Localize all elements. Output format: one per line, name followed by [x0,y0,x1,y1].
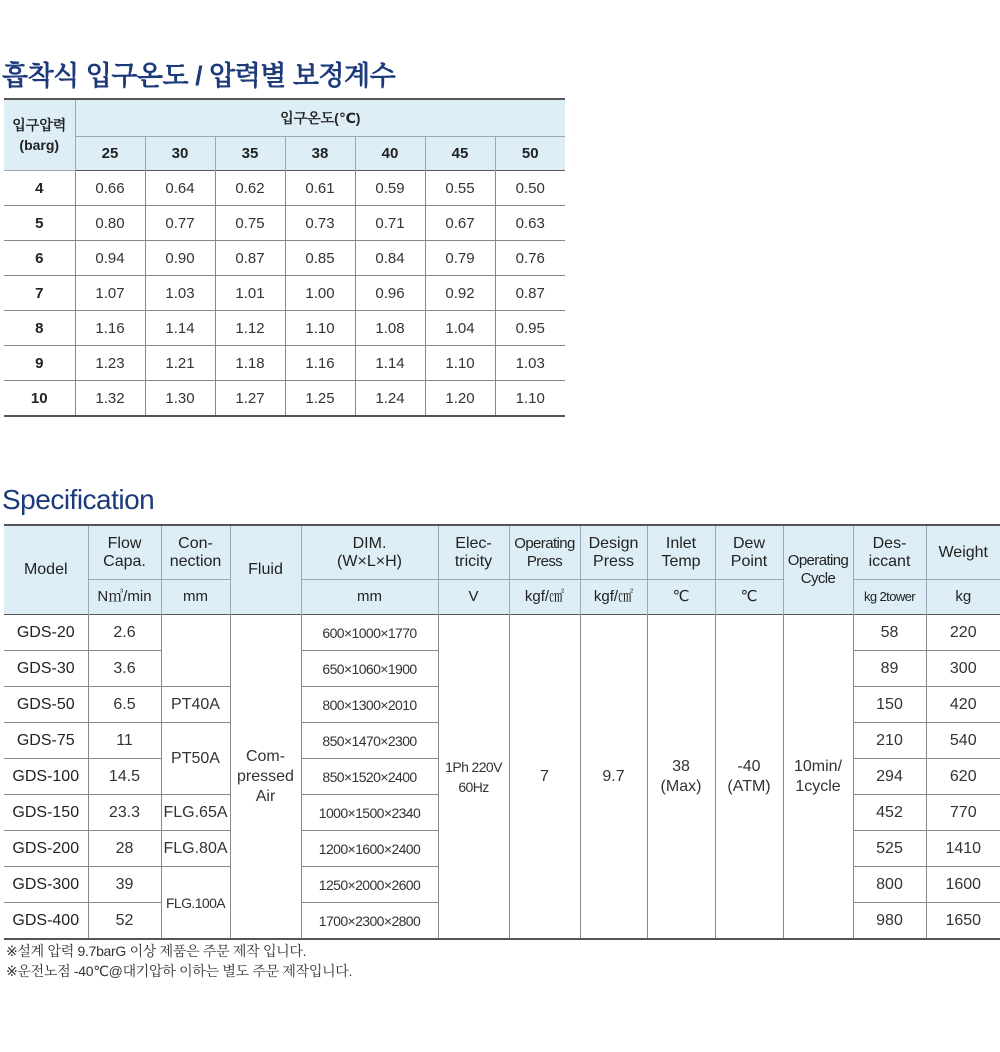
dim-header-line1: DIM. [352,534,387,552]
factor-cell: 0.96 [355,276,425,311]
dim-header [301,525,438,580]
connection-cell: PT50A [161,723,230,795]
note-design-pressure: ※설계 압력 9.7barG 이상 제품은 주문 제작 입니다. [6,943,307,959]
model-cell: GDS-75 [4,723,88,759]
factor-cell: 1.14 [145,311,215,346]
inlet-temp-cell-line: 38 [672,757,690,775]
temp-col-header: 50 [495,137,565,171]
flow-cell: 28 [88,831,161,867]
model-cell: GDS-30 [4,651,88,687]
design-press-cell: 9.7 [580,615,647,940]
model-cell: GDS-50 [4,687,88,723]
pressure-cell: 5 [4,206,75,241]
factor-cell: 1.08 [355,311,425,346]
operating-press-header [509,525,580,580]
dim-cell: 800×1300×2010 [301,687,438,723]
specification-table [4,524,1000,940]
desiccant-cell: 150 [853,687,926,723]
pressure-cell: 8 [4,311,75,346]
factor-cell: 1.21 [145,346,215,381]
factor-cell: 0.59 [355,171,425,206]
electricity-header-line1: Elec- [455,534,492,552]
factor-cell: 1.18 [215,346,285,381]
dew-point-unit: ℃ [715,580,783,615]
factor-cell: 1.20 [425,381,495,417]
operating-press-unit: kgf/㎠ [509,580,580,615]
connection-cell: FLG.65A [161,795,230,831]
pressure-cell: 6 [4,241,75,276]
model-cell: GDS-150 [4,795,88,831]
factor-cell: 0.84 [355,241,425,276]
factor-cell: 0.75 [215,206,285,241]
flow-cell: 39 [88,867,161,903]
desiccant-cell: 58 [853,615,926,651]
factor-cell: 1.16 [285,346,355,381]
factor-cell: 0.95 [495,311,565,346]
desiccant-cell: 980 [853,903,926,940]
dim-cell: 600×1000×1770 [301,615,438,651]
temp-col-header: 40 [355,137,425,171]
table-row [4,171,565,206]
factor-cell: 0.62 [215,171,285,206]
factor-cell: 0.61 [285,171,355,206]
table-row [4,206,565,241]
inlet-temp-unit: ℃ [647,580,715,615]
fluid-cell-line: Com- [245,747,286,765]
desiccant-cell: 210 [853,723,926,759]
flow-cell: 2.6 [88,615,161,651]
operating-cycle-cell-line: 1cycle [795,777,841,795]
pressure-cell: 9 [4,346,75,381]
connection-header-line2: nection [169,552,222,570]
factor-cell: 1.24 [355,381,425,417]
dim-cell: 1200×1600×2400 [301,831,438,867]
weight-cell: 1650 [926,903,1000,940]
desiccant-unit: kg 2tower [853,580,926,615]
operating-cycle-cell-line: 10min/ [793,757,843,775]
weight-cell: 1600 [926,867,1000,903]
weight-cell: 220 [926,615,1000,651]
factor-cell: 0.64 [145,171,215,206]
correction-table [4,98,565,417]
factor-cell: 0.71 [355,206,425,241]
temp-col-header: 30 [145,137,215,171]
factor-cell: 1.10 [285,311,355,346]
desiccant-cell: 800 [853,867,926,903]
dim-cell: 850×1520×2400 [301,759,438,795]
electricity-unit: V [438,580,509,615]
pressure-cell: 7 [4,276,75,311]
factor-cell: 0.92 [425,276,495,311]
inlet-temp-header-line1: Inlet [665,534,697,552]
electricity-cell-line: 60Hz [458,778,489,795]
connection-unit: mm [161,580,230,615]
electricity-header [438,525,509,580]
factor-cell: 1.12 [215,311,285,346]
notes [6,941,352,981]
table-row [4,276,565,311]
factor-cell: 0.94 [75,241,145,276]
dim-cell: 1700×2300×2800 [301,903,438,940]
design-press-header-line1: Design [588,534,639,552]
factor-cell: 0.63 [495,206,565,241]
table-row [4,241,565,276]
dim-header-line2: (W×L×H) [337,552,402,570]
factor-cell: 0.73 [285,206,355,241]
factor-cell: 1.16 [75,311,145,346]
factor-cell: 1.03 [145,276,215,311]
dew-point-cell-line: (ATM) [727,777,771,795]
connection-cell: PT40A [161,687,230,723]
pressure-cell: 4 [35,179,44,197]
factor-cell: 0.85 [285,241,355,276]
desiccant-cell: 525 [853,831,926,867]
factor-cell: 0.79 [425,241,495,276]
factor-cell: 1.30 [145,381,215,417]
factor-cell: 1.14 [355,346,425,381]
desiccant-cell: 452 [853,795,926,831]
pressure-cell: 10 [4,381,75,417]
table-row [4,311,565,346]
dew-point-cell-line: -40 [737,757,761,775]
flow-cell: 6.5 [88,687,161,723]
factor-cell: 0.87 [215,241,285,276]
table-row [4,346,565,381]
factor-cell: 1.10 [425,346,495,381]
factor-cell: 0.66 [75,171,145,206]
desiccant-cell: 89 [853,651,926,687]
note-dew-point: ※운전노점 -40℃@대기압하 이하는 별도 주문 제작입니다. [6,963,353,979]
fluid-cell [230,615,301,940]
flow-header-line2: Capa. [103,552,146,570]
temp-col-header: 35 [215,137,285,171]
factor-cell: 1.01 [215,276,285,311]
electricity-header-line2: tricity [454,552,493,570]
model-cell: GDS-200 [4,831,88,867]
dew-point-header [715,525,783,580]
dim-cell: 1250×2000×2600 [301,867,438,903]
specification-title: Specification [2,484,155,515]
temp-col-header: 45 [425,137,495,171]
model-cell: GDS-100 [4,759,88,795]
factor-cell: 0.80 [75,206,145,241]
factor-cell: 0.55 [425,171,495,206]
design-press-header [580,525,647,580]
factor-cell: 0.87 [495,276,565,311]
factor-cell: 0.90 [145,241,215,276]
factor-cell: 1.27 [215,381,285,417]
connection-cell [161,615,230,687]
flow-cell: 3.6 [88,651,161,687]
model-cell: GDS-300 [4,867,88,903]
desiccant-cell: 294 [853,759,926,795]
design-press-header-line2: Press [593,552,634,570]
electricity-cell-line: 1Ph 220V [445,758,502,775]
operating-press-header-line1: Operating [514,534,575,552]
factor-cell: 1.32 [75,381,145,417]
weight-cell: 1410 [926,831,1000,867]
desiccant-header [853,525,926,580]
pressure-header-label: 입구압력 [12,117,67,133]
operating-cycle-header-line1: Operating [787,552,849,569]
model-header: Model [4,525,88,615]
fluid-cell-line: Air [255,787,276,805]
dim-cell: 1000×1500×2340 [301,795,438,831]
operating-press-header-line2: Press [526,552,563,570]
factor-cell: 1.23 [75,346,145,381]
flow-unit: N㎥/min [88,580,161,615]
pressure-header [4,99,75,171]
flow-cell: 11 [88,723,161,759]
flow-cell: 23.3 [88,795,161,831]
factor-cell: 1.10 [495,381,565,417]
electricity-cell [438,615,509,940]
dew-point-header-line2: Point [730,552,768,570]
dew-point-header-line1: Dew [732,534,765,552]
inlet-temp-header-line2: Temp [661,552,701,570]
dim-unit: mm [301,580,438,615]
temperature-header: 입구온도(℃) [75,99,565,137]
operating-cycle-header-line2: Cycle [800,570,836,587]
connection-header-line1: Con- [178,534,213,552]
flow-cell: 52 [88,903,161,940]
weight-cell: 770 [926,795,1000,831]
factor-cell: 0.67 [425,206,495,241]
model-cell: GDS-400 [4,903,88,940]
operating-press-cell: 7 [509,615,580,940]
factor-cell: 0.77 [145,206,215,241]
dim-cell: 650×1060×1900 [301,651,438,687]
model-cell: GDS-20 [16,623,75,641]
connection-header [161,525,230,580]
fluid-cell-line: pressed [237,767,294,785]
connection-cell: FLG.80A [161,831,230,867]
factor-cell: 1.03 [495,346,565,381]
inlet-temp-header [647,525,715,580]
desiccant-header-line1: Des- [872,534,907,552]
factor-cell: 1.25 [285,381,355,417]
correction-title: 흡착식 입구온도 / 압력별 보정계수 [2,61,396,91]
design-press-unit: kgf/㎠ [580,580,647,615]
flow-header [88,525,161,580]
pressure-header-unit: (barg) [19,137,60,153]
table-row [4,615,1000,651]
factor-cell: 0.50 [495,171,565,206]
operating-cycle-header [783,525,853,615]
factor-cell: 1.07 [75,276,145,311]
weight-cell: 540 [926,723,1000,759]
factor-cell: 0.76 [495,241,565,276]
inlet-temp-cell [647,615,715,940]
weight-cell: 620 [926,759,1000,795]
temp-col-header: 25 [75,137,145,171]
dim-cell: 850×1470×2300 [301,723,438,759]
flow-cell: 14.5 [88,759,161,795]
factor-cell: 1.04 [425,311,495,346]
operating-cycle-cell [783,615,853,940]
dew-point-cell [715,615,783,940]
weight-header: Weight [926,525,1000,580]
temp-col-header: 38 [285,137,355,171]
factor-cell: 1.00 [285,276,355,311]
desiccant-header-line2: iccant [868,552,911,570]
table-row [4,381,565,417]
inlet-temp-cell-line: (Max) [660,777,702,795]
weight-unit: kg [926,580,1000,615]
flow-header-line1: Flow [107,534,142,552]
weight-cell: 300 [926,651,1000,687]
connection-cell: FLG.100A [161,867,230,940]
weight-cell: 420 [926,687,1000,723]
fluid-header: Fluid [230,525,301,615]
